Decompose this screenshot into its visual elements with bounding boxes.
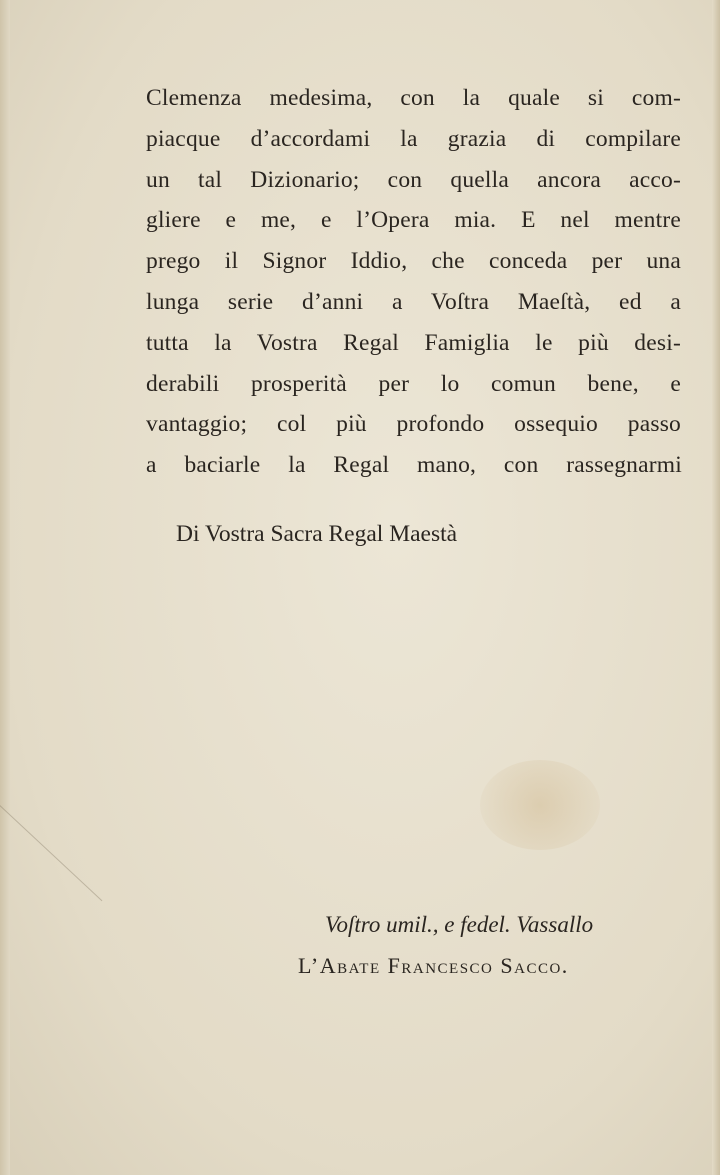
signature-title: Voſtro umil., e fedel. Vassallo (325, 912, 594, 937)
right-gutter (712, 0, 720, 1175)
body-line: gliere e me, e l’Opera mia. E nel mentre (146, 207, 681, 234)
body-line: tutta la Vostra Regal Famiglia le più desi- (146, 329, 681, 356)
body-line: derabili prosperità per lo comun bene, e (146, 370, 681, 397)
body-line: Clemenza medesima, con la quale si com- (146, 85, 681, 111)
body-line: prego il Signor Iddio, che conceda per una (146, 248, 681, 275)
letter-body (146, 78, 686, 486)
closing-salutation: Di Vostra Sacra Regal Maestà (176, 521, 458, 547)
paper-stain (480, 760, 600, 850)
left-gutter (0, 0, 10, 1175)
body-line: piacque d’accordami la grazia di compilare (146, 125, 681, 152)
body-line: lunga serie d’anni a Voſtra Maeſtà, ed a (146, 288, 681, 315)
body-line: vantaggio; col più profondo ossequio passo (146, 411, 681, 438)
signature-name: L’Abate Francesco Sacco. (298, 953, 569, 978)
body-line: un tal Dizionario; con quella ancora acco- (146, 166, 681, 193)
paper-crease (0, 805, 102, 901)
body-line: a baciarle la Regal mano, con rassegnarmi (146, 452, 682, 479)
